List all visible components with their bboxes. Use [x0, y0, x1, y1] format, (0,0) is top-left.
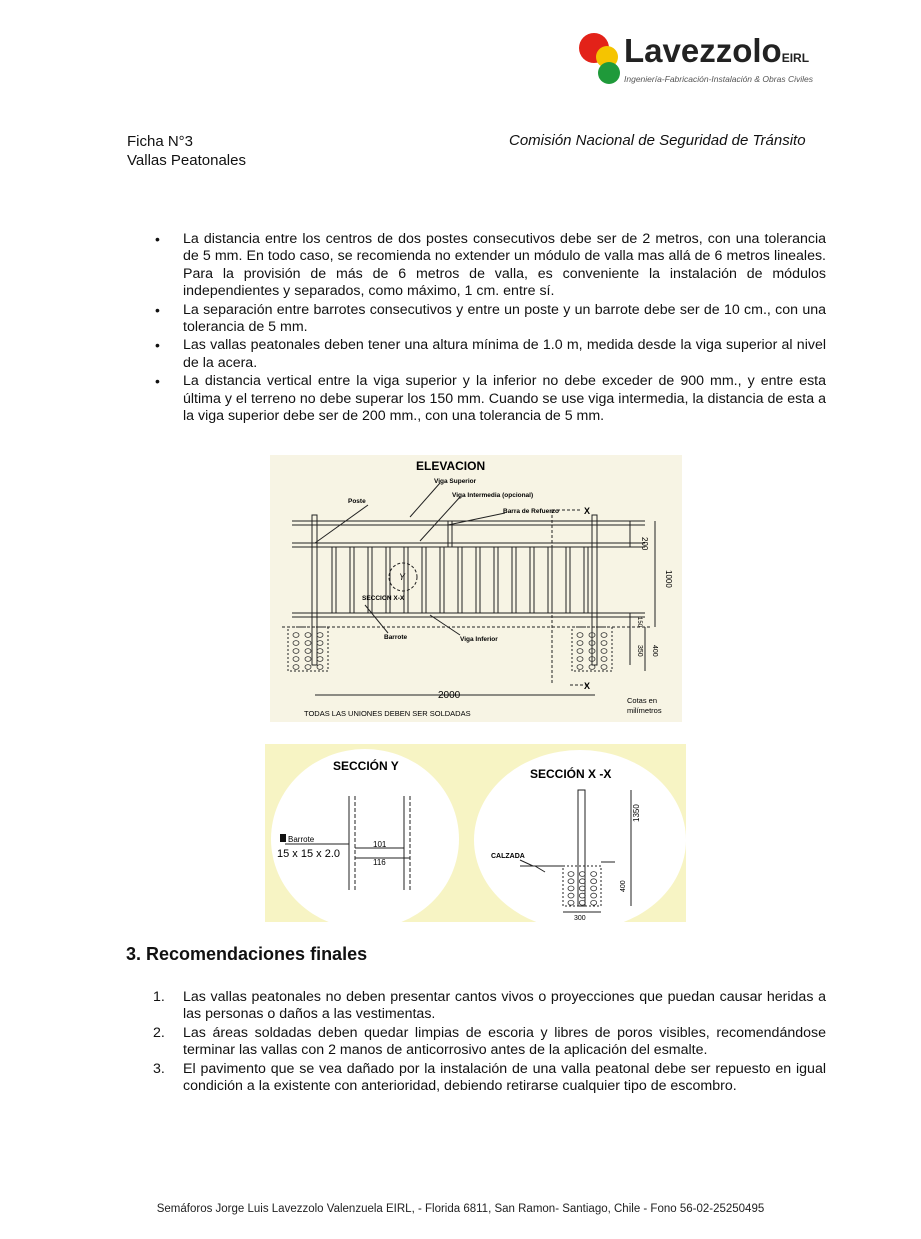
- stone-mark: [293, 633, 299, 638]
- barrote-label: Barrote: [288, 835, 315, 844]
- barrote-bar: [440, 547, 444, 613]
- dim-200: 200: [640, 537, 649, 551]
- stone-mark: [601, 657, 607, 662]
- stone-mark: [293, 657, 299, 662]
- stone-mark: [601, 649, 607, 654]
- stone-mark: [317, 665, 323, 670]
- dim-400: 400: [651, 645, 658, 657]
- stone-mark: [601, 633, 607, 638]
- stone-mark: [305, 657, 311, 662]
- dim-1350: 1350: [632, 804, 641, 822]
- elevation-diagram: [270, 455, 682, 722]
- label-poste: Poste: [348, 498, 366, 505]
- dim-150: 150: [636, 617, 642, 628]
- stone-mark: [293, 649, 299, 654]
- stone-mark: [305, 633, 311, 638]
- barrote-bar: [530, 547, 534, 613]
- dim-300: 300: [574, 915, 586, 922]
- dim-1000: 1000: [664, 570, 673, 588]
- label-barra-refuerzo: Barra de Refuerzo: [503, 508, 559, 515]
- stone-mark: [305, 641, 311, 646]
- logo-suffix: EIRL: [781, 51, 810, 65]
- stone-mark: [577, 641, 583, 646]
- barrote-bar: [368, 547, 372, 613]
- stone-mark: [293, 665, 299, 670]
- list-item: • La distancia vertical entre la viga superior y la inferior no debe exceder de 900 mm., y entre esta última y el terreno no debe superar los 150 mm. Cuando se use viga intermedia, la distancia de esta a la viga superior debe ser de 200 mm., con una tolerancia de 5 mm.: [150, 373, 826, 425]
- list-item: • Las vallas peatonales deben tener una altura mínima de 1.0 m, medida desde la viga superior al nivel de la acera.: [150, 337, 826, 372]
- list-item: 3. El pavimento que se vea dañado por la instalación de una valla peatonal debe ser repuesto en igual condición a la existente con anterioridad, debiendo retirarse cualquier tipo de escombro.: [153, 1060, 826, 1095]
- calzada-label: CALZADA: [491, 853, 525, 860]
- organization-name: Comisión Nacional de Seguridad de Tránsito: [509, 132, 806, 149]
- stone-mark: [601, 641, 607, 646]
- barrote-bar: [350, 547, 354, 613]
- note-cotas-1: Cotas en: [627, 696, 658, 705]
- list-item: 1. Las vallas peatonales no deben presentar cantos vivos o proyecciones que puedan causar heridas a las personas o daños a las vestimentas.: [153, 989, 826, 1023]
- barrote-bar: [476, 547, 480, 613]
- label-viga-inferior: Viga Inferior: [460, 636, 498, 643]
- stone-mark: [577, 633, 583, 638]
- ficha-number: Ficha N°3: [127, 133, 194, 150]
- dim-2000: 2000: [438, 690, 461, 701]
- sections-diagram: [265, 744, 686, 922]
- sections-drawing: [265, 744, 686, 922]
- barrote-bar: [332, 547, 336, 613]
- logo-tagline: Ingeniería-Fabricación-Instalación & Obras Civiles: [624, 74, 813, 84]
- barrote-bar: [566, 547, 570, 613]
- note-cotas-2: milímetros: [627, 706, 662, 715]
- stone-mark: [577, 657, 583, 662]
- seccion-xx-title: SECCIÓN X -X: [530, 767, 612, 781]
- document-header-left: [127, 132, 246, 170]
- seccion-y-title: SECCIÓN Y: [333, 759, 399, 773]
- label-viga-superior: Viga Superior: [434, 478, 477, 485]
- label-y: Y: [399, 572, 406, 582]
- section-title: 3. Recomendaciones finales: [126, 944, 368, 964]
- dim-350: 350: [636, 645, 643, 657]
- barrote-dims: 15 x 15 x 2.0: [277, 848, 340, 860]
- stone-mark: [317, 641, 323, 646]
- stone-mark: [317, 657, 323, 662]
- stone-mark: [317, 633, 323, 638]
- label-barrote: Barrote: [384, 634, 408, 641]
- requirements-list: [150, 231, 826, 426]
- dim-116: 116: [373, 858, 386, 867]
- barrote-bar: [584, 547, 588, 613]
- stone-mark: [577, 665, 583, 670]
- list-item: • La distancia entre los centros de dos postes consecutivos debe ser de 2 metros, con una tolerancia de 5 mm. En todo caso, se recomienda no extender un módulo de valla mas allá de 6 metros lineales. Para la provisión de más de 6 metros de valla, es conveniente la instalación de módulos independientes y separados, como máximo, 1 cm. entre sí.: [150, 231, 826, 301]
- label-x-bottom: X: [584, 681, 591, 691]
- logo-wordmark: LavezzoloEIRL: [624, 32, 810, 69]
- stone-mark: [317, 649, 323, 654]
- recommendations-list: [150, 989, 826, 1096]
- ficha-subject: Vallas Peatonales: [127, 152, 246, 169]
- dim-101: 101: [373, 840, 387, 849]
- stone-mark: [577, 649, 583, 654]
- note-uniones: TODAS LAS UNIONES DEBEN SER SOLDADAS: [304, 709, 471, 718]
- barrote-bar: [548, 547, 552, 613]
- page-footer: Semáforos Jorge Luis Lavezzolo Valenzuela EIRL, - Florida 6811, San Ramon- Santiago, Chile - Fono 56-02-25250495: [156, 1203, 765, 1215]
- label-seccion-xx: SECCION X-X: [362, 595, 405, 602]
- dim-400-xx: 400: [620, 880, 627, 892]
- barrote-bar: [512, 547, 516, 613]
- barrote-bar: [494, 547, 498, 613]
- label-viga-intermedia: Viga Intermedia (opcional): [452, 492, 534, 499]
- stone-mark: [305, 649, 311, 654]
- elevation-drawing: [270, 455, 682, 722]
- label-x-top: X: [584, 506, 591, 516]
- barrote-bar: [422, 547, 426, 613]
- traffic-light-logo-icon: [572, 28, 632, 90]
- stone-mark: [293, 641, 299, 646]
- elevation-title: ELEVACION: [416, 459, 486, 473]
- stone-mark: [305, 665, 311, 670]
- list-item: • La separación entre barrotes consecutivos y entre un poste y un barrote debe ser de 10 cm., con una tolerancia de 5 mm.: [150, 302, 826, 337]
- list-item: 2. Las áreas soldadas deben quedar limpias de escoria y libres de poros visibles, recomendándose terminar las vallas con 2 manos de anticorrosivo antes de la aplicación del esmalte.: [153, 1024, 826, 1059]
- stone-mark: [601, 665, 607, 670]
- barrote-bar: [458, 547, 462, 613]
